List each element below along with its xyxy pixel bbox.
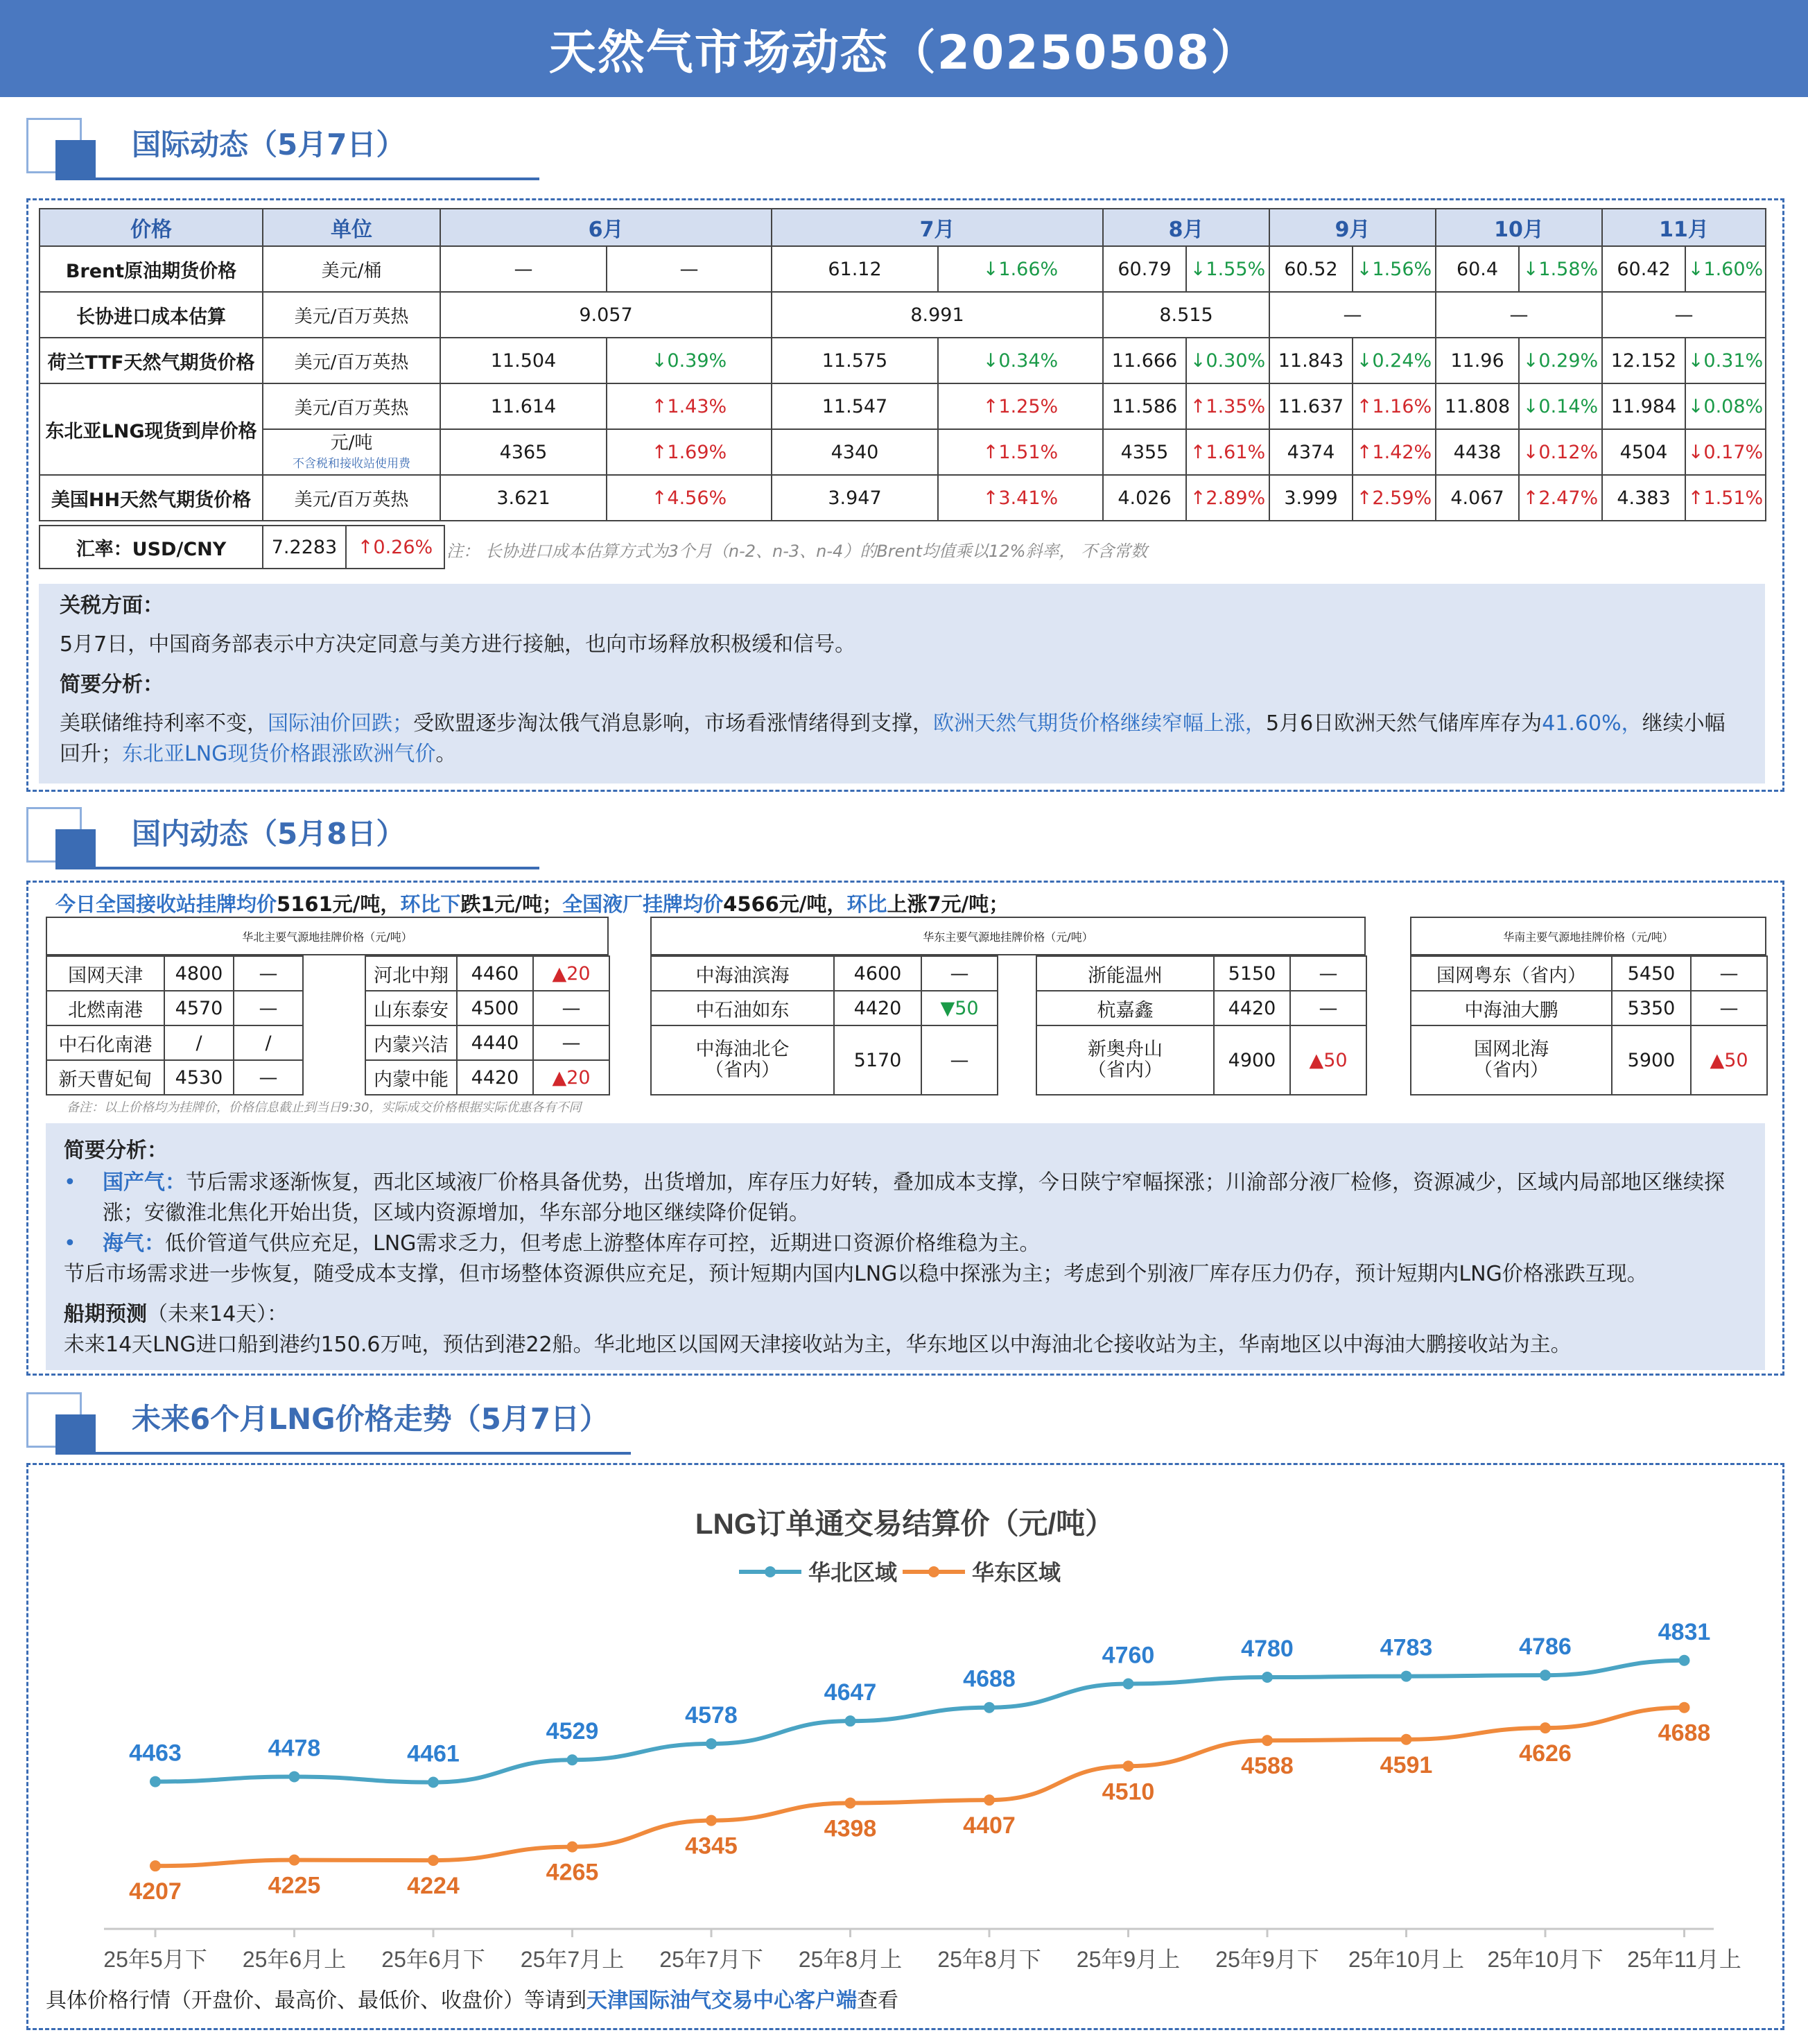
analysis-text	[60, 709, 1744, 770]
price: 5150	[1214, 956, 1290, 991]
cell: 11.586	[1103, 383, 1186, 429]
change-cell: ↓0.17%	[1685, 429, 1766, 475]
table-note: 注： 长协进口成本估算方式为3个月（n-2、n-3、n-4）的Brent均值乘以12%斜率， 不含常数	[446, 542, 1148, 561]
col-header: 价格	[40, 209, 263, 246]
col-header: 9月	[1269, 209, 1436, 246]
change-cell: ↓1.66%	[938, 246, 1103, 292]
legend-label: 华东区域	[972, 1560, 1061, 1585]
source-name: 新奥舟山 （省内）	[1036, 1025, 1214, 1095]
cell: 11.614	[440, 383, 607, 429]
cell: —	[607, 246, 772, 292]
cell: 8.515	[1103, 292, 1269, 338]
fx-label: 汇率：USD/CNY	[40, 526, 263, 569]
cell: 11.96	[1436, 338, 1519, 383]
north-table-left	[46, 955, 304, 1095]
change-cell: ↑2.89%	[1186, 475, 1269, 521]
section-title: 未来6个月LNG价格走势（5月7日）	[132, 1402, 609, 1436]
change: —	[1290, 991, 1366, 1025]
change: /	[234, 1025, 303, 1060]
source-name: 中石油如东	[651, 991, 834, 1025]
data-point	[1679, 1702, 1690, 1713]
change-cell: ↑1.43%	[607, 383, 772, 429]
ship-heading: 船期预测	[64, 1302, 147, 1326]
cell: 11.547	[772, 383, 938, 429]
unit: 元/吨	[330, 433, 373, 453]
change: —	[1290, 956, 1366, 991]
data-label: 4626	[1519, 1740, 1572, 1767]
legend-marker	[928, 1566, 939, 1577]
text-run: 东北亚LNG现货价格跟涨欧洲气价	[122, 742, 436, 766]
unit: 美元/百万英热	[263, 338, 440, 383]
change-cell: ↓1.55%	[1186, 246, 1269, 292]
row-label: 东北亚LNG现货到岸价格	[40, 383, 263, 475]
cell: 60.79	[1103, 246, 1186, 292]
cell: 11.984	[1602, 383, 1685, 429]
unit: 美元/百万英热	[263, 383, 440, 429]
bullet-dot: •	[64, 1231, 76, 1256]
north-table-right	[365, 955, 610, 1095]
cell: 3.947	[772, 475, 938, 521]
data-label: 4407	[963, 1812, 1016, 1839]
cell: 4438	[1436, 429, 1519, 475]
data-point	[845, 1797, 856, 1808]
bullet-text: 节后需求逐渐恢复，西北区域液厂价格具备优势，出货增加，库存压力好转，叠加成本支撑，今日陕宁窄幅探涨；川渝部分液厂检修，资源减少，区域内局部地区继续探涨；安徽淮北焦化开始出货，区域内资源增加，华东部分地区继续降价促销。	[103, 1170, 1725, 1225]
fx-change: ↑0.26%	[346, 526, 444, 569]
change: —	[921, 1025, 998, 1095]
change-cell: ↑1.51%	[938, 429, 1103, 475]
change: ▲50	[1290, 1025, 1366, 1095]
text-run: 跌1元/吨；	[460, 892, 563, 916]
source-name: 山东泰安	[365, 991, 457, 1025]
data-label: 4529	[546, 1718, 599, 1745]
cell: 4.067	[1436, 475, 1519, 521]
data-point	[567, 1842, 578, 1853]
chart-legend	[739, 1560, 1061, 1585]
change: —	[533, 991, 609, 1025]
price: /	[164, 1025, 234, 1060]
price: 4440	[457, 1025, 533, 1060]
data-point	[1679, 1655, 1690, 1666]
change-cell: ↑1.69%	[607, 429, 772, 475]
row-label: 美国HH天然气期货价格	[40, 475, 263, 521]
lng-price-chart	[28, 1464, 1782, 1977]
data-label: 4588	[1241, 1753, 1294, 1780]
table-row	[40, 292, 1766, 338]
change-cell: ↓1.60%	[1685, 246, 1766, 292]
south-table	[1410, 955, 1768, 1095]
series-line	[155, 1708, 1685, 1866]
cell: 9.057	[440, 292, 772, 338]
col-header: 8月	[1103, 209, 1269, 246]
change-cell: ↓0.31%	[1685, 338, 1766, 383]
source-name: 河北中翔	[365, 956, 457, 991]
data-point	[1262, 1735, 1273, 1746]
cell: 12.152	[1602, 338, 1685, 383]
section-title: 国内动态（5月8日）	[132, 817, 406, 851]
data-label: 4225	[268, 1872, 321, 1899]
change-cell: ↓1.58%	[1519, 246, 1602, 292]
text-run: 欧洲天然气期货价格继续窄幅上涨，	[933, 711, 1266, 736]
source-name: 内蒙中能	[365, 1060, 457, 1095]
change: —	[234, 956, 303, 991]
legend-label: 华北区域	[808, 1560, 898, 1585]
cell: —	[1436, 292, 1602, 338]
text-run: 国际油价回跌；	[268, 711, 413, 736]
data-point	[845, 1715, 856, 1726]
cell: 60.4	[1436, 246, 1519, 292]
data-point	[1123, 1760, 1134, 1772]
tariff-text: 5月7日，中国商务部表示中方决定同意与美方进行接触，也向市场释放积极缓和信号。	[60, 632, 856, 657]
x-tick-label: 25年7月上	[520, 1947, 625, 1972]
chart-title: LNG订单通交易结算价（元/吨）	[695, 1507, 1115, 1540]
price: 4420	[1214, 991, 1290, 1025]
change: —	[533, 1025, 609, 1060]
price: 4530	[164, 1060, 234, 1095]
north-region-title: 华北主要气源地挂牌价格（元/吨）	[46, 917, 609, 955]
price: 5170	[834, 1025, 921, 1095]
table-row	[40, 383, 1766, 429]
change-cell: ↑2.47%	[1519, 475, 1602, 521]
unit-cell	[263, 429, 440, 475]
change-cell: ↑1.25%	[938, 383, 1103, 429]
page-title: 天然气市场动态（20250508）	[0, 0, 1808, 97]
col-header: 10月	[1436, 209, 1602, 246]
change: ▲20	[533, 956, 609, 991]
source-name: 内蒙兴洁	[365, 1025, 457, 1060]
domestic-summary	[55, 889, 1009, 917]
change-cell: ↑1.16%	[1353, 383, 1436, 429]
data-label: 4647	[824, 1679, 877, 1706]
row-label: 长协进口成本估算	[40, 292, 263, 338]
data-point	[1262, 1672, 1273, 1683]
text-run: 。	[435, 742, 457, 766]
text-run: 受欧盟逐步淘汰俄气消息影响，市场看涨情绪得到支撑，	[413, 711, 933, 736]
price: 5350	[1612, 991, 1691, 1025]
footer-note	[46, 1983, 898, 2013]
change-cell: ↓0.24%	[1353, 338, 1436, 383]
change-cell: ↓0.12%	[1519, 429, 1602, 475]
chart-series	[129, 1619, 1710, 1905]
change-cell: ↓0.29%	[1519, 338, 1602, 383]
data-point	[289, 1771, 300, 1782]
change-cell: ↑1.51%	[1685, 475, 1766, 521]
price: 4800	[164, 956, 234, 991]
data-label: 4831	[1658, 1618, 1711, 1645]
data-point	[1540, 1670, 1551, 1681]
cell: 11.666	[1103, 338, 1186, 383]
east-table-left	[650, 955, 998, 1095]
change-cell: ↓1.56%	[1353, 246, 1436, 292]
price: 4500	[457, 991, 533, 1025]
unit: 美元/百万英热	[263, 475, 440, 521]
data-point	[1123, 1679, 1134, 1690]
text-run: 4566元/吨，	[723, 892, 847, 916]
east-table-right	[1036, 955, 1367, 1095]
cell: 11.504	[440, 338, 607, 383]
bullet-text: 低价管道气供应充足，LNG需求乏力，但考虑上游整体库存可控，近期进口资源价格维稳为主。	[165, 1231, 1041, 1256]
data-point	[289, 1855, 300, 1866]
cell: 3.999	[1269, 475, 1353, 521]
unit-note: 不含税和接收站使用费	[293, 457, 410, 471]
data-label: 4688	[1658, 1720, 1711, 1747]
text-run: 5月6日欧洲天然气储库库存为	[1266, 711, 1542, 736]
x-tick-label: 25年7月下	[659, 1947, 763, 1972]
data-label: 4688	[963, 1665, 1016, 1692]
change: ▼50	[921, 991, 998, 1025]
section-header-domestic	[26, 807, 539, 869]
row-label: 荷兰TTF天然气期货价格	[40, 338, 263, 383]
change-cell: ↑1.42%	[1353, 429, 1436, 475]
text-run: 环比下	[400, 892, 461, 916]
data-label: 4760	[1102, 1642, 1155, 1669]
x-tick-label: 25年9月上	[1076, 1947, 1181, 1972]
cell: 8.991	[772, 292, 1103, 338]
data-point	[984, 1794, 995, 1805]
client-link[interactable]: 天津国际油气交易中心客户端	[586, 1989, 857, 2013]
cell: 4374	[1269, 429, 1353, 475]
data-label: 4224	[407, 1873, 460, 1900]
bullet-sea-gas	[64, 1229, 1747, 1259]
source-name: 中海油北仑 （省内）	[651, 1025, 834, 1095]
legend-marker	[765, 1566, 776, 1577]
bullet-dot: •	[64, 1170, 76, 1195]
col-header: 11月	[1602, 209, 1766, 246]
unit: 美元/桶	[263, 246, 440, 292]
source-name: 国网天津	[46, 956, 164, 991]
data-point	[428, 1855, 439, 1866]
cell: 11.637	[1269, 383, 1353, 429]
source-name: 杭嘉鑫	[1036, 991, 1214, 1025]
data-label: 4478	[268, 1735, 321, 1762]
change-cell: ↑3.41%	[938, 475, 1103, 521]
source-name: 国网粤东（省内）	[1411, 956, 1612, 991]
price: 5900	[1612, 1025, 1691, 1095]
table-row	[40, 338, 1766, 383]
data-label: 4463	[129, 1740, 182, 1767]
domestic-analysis-panel	[46, 1123, 1765, 1370]
data-point	[706, 1738, 717, 1749]
text-run: 全国液厂挂牌均价	[562, 892, 724, 916]
data-point	[1540, 1722, 1551, 1733]
international-price-table	[39, 208, 1766, 521]
change-cell: ↑1.35%	[1186, 383, 1269, 429]
ship-subheading: （未来14天）：	[147, 1302, 288, 1326]
price: 4900	[1214, 1025, 1290, 1095]
text-run: 41.60%，	[1542, 711, 1642, 736]
x-tick-label: 25年6月上	[242, 1947, 347, 1972]
change: —	[234, 991, 303, 1025]
data-point	[1401, 1671, 1412, 1682]
section-header-trend	[26, 1392, 631, 1455]
price: 4460	[457, 956, 533, 991]
cell: 4340	[772, 429, 938, 475]
cell: 60.42	[1602, 246, 1685, 292]
cell: 60.52	[1269, 246, 1353, 292]
price-note: 备注：以上价格均为挂牌价，价格信息截止到当日9:30，实际成交价格根据实际优惠各有不同	[67, 1100, 582, 1115]
cell: 11.808	[1436, 383, 1519, 429]
exchange-rate-table	[39, 525, 445, 569]
cell: 11.843	[1269, 338, 1353, 383]
data-label: 4510	[1102, 1778, 1155, 1805]
cell: 4.383	[1602, 475, 1685, 521]
data-label: 4207	[129, 1878, 182, 1905]
x-tick-label: 25年5月下	[103, 1947, 207, 1972]
source-name: 国网北海 （省内）	[1411, 1025, 1612, 1095]
change: —	[1691, 991, 1767, 1025]
price: 4570	[164, 991, 234, 1025]
data-point	[984, 1702, 995, 1713]
cell: —	[1269, 292, 1436, 338]
cell: 3.621	[440, 475, 607, 521]
price: 4420	[457, 1060, 533, 1095]
text-run: 具体价格行情（开盘价、最高价、最低价、收盘价）等请到	[46, 1989, 586, 2013]
col-header: 7月	[772, 209, 1103, 246]
col-header: 单位	[263, 209, 440, 246]
cell: —	[1602, 292, 1766, 338]
x-tick-label: 25年10月下	[1487, 1947, 1603, 1972]
cell: 61.12	[772, 246, 938, 292]
data-point	[567, 1754, 578, 1765]
tariff-heading: 关税方面：	[60, 594, 164, 618]
bullet-head: 国产气：	[103, 1170, 186, 1195]
table-row	[40, 475, 1766, 521]
international-analysis-panel	[39, 584, 1765, 783]
change: ▲50	[1691, 1025, 1767, 1095]
data-label: 4398	[824, 1815, 877, 1842]
analysis-heading: 简要分析：	[64, 1138, 168, 1163]
data-label: 4265	[546, 1859, 599, 1886]
x-tick-label: 25年6月下	[381, 1947, 485, 1972]
change-cell: ↑4.56%	[607, 475, 772, 521]
data-point	[428, 1777, 439, 1788]
change-cell: ↓0.30%	[1186, 338, 1269, 383]
table-row	[40, 246, 1766, 292]
text-run: 继续小幅回升；	[60, 711, 1726, 766]
analysis-heading: 简要分析：	[60, 673, 164, 697]
change-cell: ↑1.61%	[1186, 429, 1269, 475]
change-cell: ↓0.39%	[607, 338, 772, 383]
data-point	[1401, 1734, 1412, 1745]
east-region-title: 华东主要气源地挂牌价格（元/吨）	[650, 917, 1366, 955]
cell: 4365	[440, 429, 607, 475]
source-name: 中石化南港	[46, 1025, 164, 1060]
data-label: 4345	[685, 1833, 738, 1860]
data-label: 4786	[1519, 1634, 1572, 1661]
bullet-domestic-gas	[64, 1168, 1747, 1229]
text-run: 查看	[857, 1989, 898, 2013]
source-name: 中海油大鹏	[1411, 991, 1612, 1025]
source-name: 浙能温州	[1036, 956, 1214, 991]
source-name: 新天曹妃甸	[46, 1060, 164, 1095]
text-run: 5161元/吨，	[277, 892, 401, 916]
x-tick-label: 25年8月上	[798, 1947, 903, 1972]
ship-text: 未来14天LNG进口船到港约150.6万吨，预估到港22船。华北地区以国网天津接收站为主，华东地区以中海油北仑接收站为主，华南地区以中海油大鹏接收站为主。	[64, 1333, 1572, 1357]
section-header-international	[26, 118, 539, 180]
text-run: 美联储维持利率不变，	[60, 711, 268, 736]
cell: 4.026	[1103, 475, 1186, 521]
data-point	[150, 1860, 161, 1871]
source-name: 北燃南港	[46, 991, 164, 1025]
x-tick-label: 25年9月下	[1215, 1947, 1319, 1972]
change-cell: ↑2.59%	[1353, 475, 1436, 521]
data-point	[150, 1776, 161, 1787]
price: 4420	[834, 991, 921, 1025]
x-tick-label: 25年8月下	[937, 1947, 1041, 1972]
data-label: 4591	[1380, 1751, 1433, 1778]
price: 5450	[1612, 956, 1691, 991]
unit: 美元/百万英热	[263, 292, 440, 338]
data-label: 4780	[1241, 1636, 1294, 1662]
fx-value: 7.2283	[263, 526, 346, 569]
data-label: 4578	[685, 1701, 738, 1729]
text-run: 上涨7元/吨；	[887, 892, 1009, 916]
cell: —	[440, 246, 607, 292]
change: —	[1691, 956, 1767, 991]
series-line	[155, 1661, 1685, 1783]
change-cell: ↓0.08%	[1685, 383, 1766, 429]
row-label: Brent原油期货价格	[40, 246, 263, 292]
change: ▲20	[533, 1060, 609, 1095]
section-title: 国际动态（5月7日）	[132, 128, 406, 162]
text-run: 环比	[846, 892, 887, 916]
cell: 11.575	[772, 338, 938, 383]
table-row	[40, 429, 1766, 475]
x-tick-label: 25年10月上	[1348, 1947, 1465, 1972]
south-region-title: 华南主要气源地挂牌价格（元/吨）	[1410, 917, 1766, 955]
data-label: 4783	[1380, 1634, 1433, 1661]
change: —	[921, 956, 998, 991]
change-cell: ↓0.34%	[938, 338, 1103, 383]
cell: 4355	[1103, 429, 1186, 475]
x-tick-label: 25年11月上	[1627, 1947, 1741, 1972]
data-point	[706, 1815, 717, 1826]
col-header: 6月	[440, 209, 772, 246]
bullet-head: 海气：	[103, 1231, 165, 1256]
change-cell: ↓0.14%	[1519, 383, 1602, 429]
chart-x-axis	[103, 1929, 1741, 1972]
cell: 4504	[1602, 429, 1685, 475]
text-run: 今日全国接收站挂牌均价	[55, 892, 277, 916]
source-name: 中海油滨海	[651, 956, 834, 991]
price: 4600	[834, 956, 921, 991]
change: —	[234, 1060, 303, 1095]
outlook-text: 节后市场需求进一步恢复，随受成本支撑，但市场整体资源供应充足，预计短期内国内LNG以稳中探涨为主；考虑到个别液厂库存压力仍存，预计短期内LNG价格涨跌互现。	[64, 1262, 1648, 1286]
data-label: 4461	[407, 1740, 460, 1767]
